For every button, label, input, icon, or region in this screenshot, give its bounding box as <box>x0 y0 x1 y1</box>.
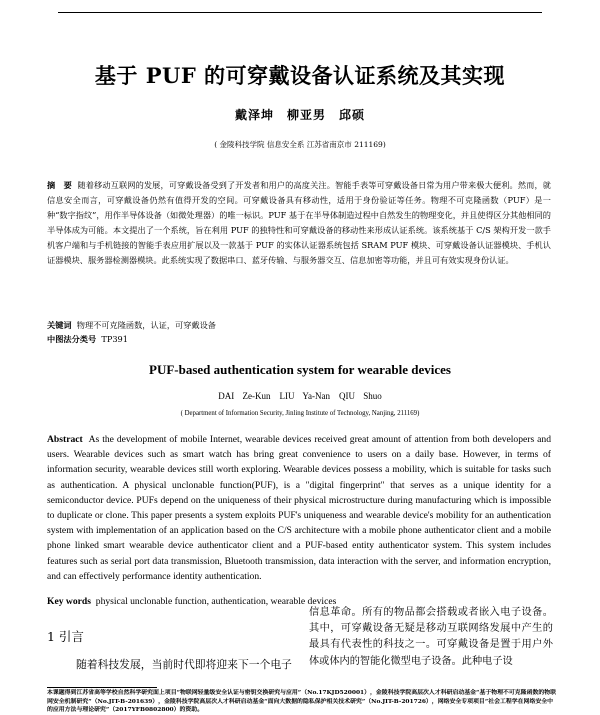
abstract-en <box>47 432 551 584</box>
abstract-cn <box>47 178 551 268</box>
affiliation-cn: ( 金陵科技学院 信息安全系 江苏省南京市 211169) <box>214 140 386 149</box>
paper-title-cn: 基于 PUF 的可穿戴设备认证系统及其实现 <box>94 63 506 88</box>
keywords-en-label: Key words <box>47 596 91 607</box>
body-right-column: 信息革命。所有的物品都会搭载或者嵌入电子设备。其中，可穿戴设备无疑是移动互联网络发展中产生的最具有代表性的科技之一。可穿戴设备是置于用户外体或体内的智能化微型电子设备。此种电子设 <box>309 607 553 667</box>
clc-number <box>47 334 128 345</box>
abstract-en-text: As the development of mobile Internet, wearable devices received great amount of attention from both developers and users. Wearable devices such as smart watch has bring great convenience to users on a daily base. However, in terms of information security, wearable devices still worth exploring. Wearable devices possess a mobility, which is suitable for tasks such as authentication. A physical unclonable function(PUF), is a "digital fingerprint" that serves as a unique identity for a semiconductor device. PUFs depend on the uniqueness of their physical microstructure during manufacturing which is impossible to duplicate or clone. This paper presents a system exploits PUF's uniqueness and wearable device's mobility for an authentication system with implementation of an application based on the C/S architecture with a mobile phone authenticator client and a mobile phone linked smart wearable device authenticator client and a PUF-based entity authenticator system. This system includes features such as serial port data transmission, Bluetooth transmission, data interaction with the server, and information encryption, and can effectively performance identity authentication. <box>47 434 551 582</box>
keywords-cn <box>47 320 216 331</box>
section-heading-introduction: 1 引言 <box>47 629 84 644</box>
paper-title-en: PUF-based authentication system for wearable devices <box>149 362 451 377</box>
affiliation-en: ( Department of Information Security, Jinling Institute of Technology, Nanjing, 211169) <box>180 410 420 417</box>
authors-cn: 戴泽坤 柳亚男 邱硕 <box>234 108 365 122</box>
funding-footnote: 本课题得到江苏省高等学校自然科学研究面上项目“物联网轻量级安全认证与密钥交换研究与应用”（No.17KJD520001），金陵科技学院高层次人才科研启动基金“基于物理不可克隆函数的物联网安全机制研究”（No.JIT-B-201639），金陵科技学院高层次人才科研启动基金“面向大数据的隐私保护相关技术研究”（No.JIT-B-201726），网络安全专项项目“社会工程学在网络安全中的应用方法与理论研究”（2017YFB0802800）的资助。 <box>47 689 557 714</box>
footnote-rule <box>47 687 157 688</box>
abstract-en-label: Abstract <box>47 434 83 445</box>
keywords-en <box>47 596 336 607</box>
keywords-cn-label: 关键词 <box>47 320 72 330</box>
abstract-cn-text: 随着移动互联网的发展，可穿戴设备受到了开发者和用户的高度关注。智能手表等可穿戴设备日常为用户带来极大便利。然而，就信息安全而言，可穿戴设备仍然有值得开发的空间。可穿戴设备具有移动性，适用于身份验证等任务。物理不可克隆函数（PUF）是一种“数字指纹”，用作半导体设备（如微处理器）的唯一标识。PUF 基于在半导体制造过程中自然发生的物理变化，并且使得区分其他相同的半导体成为可能。本文提出了一个系统，旨在利用 PUF 的独特性和可穿戴设备的移动性来形成认证系统。该系统基于 C/S 架构开发一款手机客户端和与手机链接的智能手表应用扩展以及一款基于 PUF 的实体认证器系统包括 SRAM PUF 模块、可穿戴设备认证器模块、手机认证器模块、服务器检测器模块。此系统实现了数据串口、蓝牙传输、与服务器交互、信息加密等功能，并且可有效实现身份认证。 <box>47 180 551 265</box>
clc-value: TP391 <box>101 334 128 344</box>
keywords-en-text: physical unclonable function, authentication, wearable devices <box>95 596 337 607</box>
abstract-cn-label: 摘 要 <box>47 180 72 190</box>
keywords-cn-text: 物理不可克隆函数，认证，可穿戴设备 <box>76 320 216 330</box>
body-left-column: 随着科技发展，当前时代即将迎来下一个电子 <box>76 658 292 671</box>
clc-label: 中图法分类号 <box>47 334 97 344</box>
header-rule <box>58 12 542 13</box>
authors-en: DAI Ze-Kun LIU Ya-Nan QIU Shuo <box>218 391 382 401</box>
